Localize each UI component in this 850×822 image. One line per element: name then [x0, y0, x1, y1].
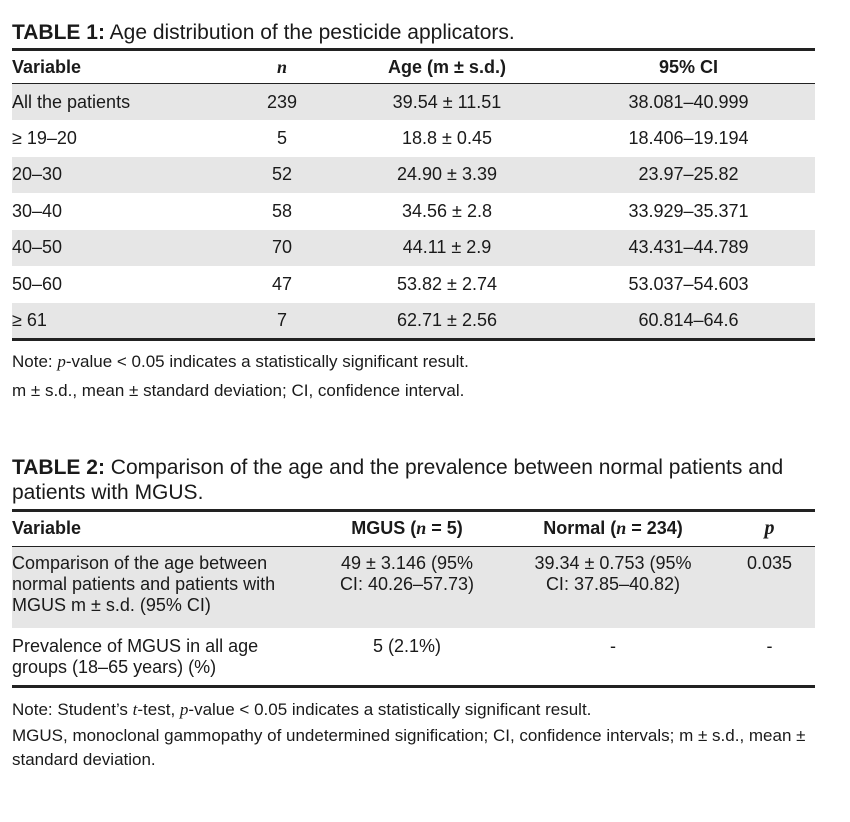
table1-cell-ci: 23.97–25.82: [638, 164, 739, 185]
table1-caption-text: Age distribution of the pesticide applicators.: [104, 21, 515, 44]
table1-note-prefix: Note:: [12, 351, 58, 371]
table-row: [12, 266, 815, 303]
table1-cell-variable: 40–50: [12, 237, 63, 258]
table1: [12, 48, 815, 341]
table1-header-row: [12, 50, 815, 84]
table2-cell-p: -: [766, 636, 773, 656]
table2-header-normal-n: n: [616, 518, 627, 538]
document-page: [12, 0, 815, 772]
table1-cell-age: 24.90 ± 3.39: [397, 164, 497, 185]
table-row: [12, 84, 815, 121]
table1-header-n: n: [276, 56, 287, 77]
table2-header-row: [12, 510, 815, 546]
table2-header-normal-prefix: Normal (: [543, 518, 617, 538]
table1-caption: [12, 20, 815, 45]
table2-header-normal-suffix: = 234): [626, 518, 683, 538]
table2-cell-variable: Prevalence of MGUS in all age groups (18–65 years) (%): [12, 636, 259, 677]
table2-cell-variable: Comparison of the age between normal patients and patients with MGUS m ± s.d. (95% CI): [12, 552, 276, 615]
table1-cell-variable: 20–30: [12, 164, 63, 185]
table1-cell-n: 7: [276, 309, 287, 330]
table1-cell-n: 52: [271, 164, 293, 185]
table2-caption: [12, 455, 815, 505]
table1-note-p: p: [57, 351, 66, 371]
table-row: [12, 193, 815, 230]
table2-header-normal: [502, 510, 724, 546]
table1-cell-age: 62.71 ± 2.56: [397, 309, 497, 330]
table-row: [12, 628, 815, 686]
table2-note-significance: [12, 696, 815, 724]
table1-cell-n: 58: [271, 200, 293, 221]
table1-cell-variable: ≥ 61: [12, 309, 47, 330]
table2-caption-label: TABLE 2:: [12, 455, 105, 479]
table2-cell-normal: -: [610, 636, 616, 656]
table2-cell-normal: 39.34 ± 0.753 (95% CI: 37.85–40.82): [534, 552, 692, 594]
table2-note-t: t: [132, 699, 138, 719]
table1-cell-ci: 18.406–19.194: [628, 127, 749, 148]
table2-header-variable: Variable: [12, 518, 82, 538]
table1-header-age: Age (m ± s.d.): [388, 56, 506, 77]
table1-cell-ci: 38.081–40.999: [628, 91, 749, 112]
table1-cell-n: 70: [271, 237, 293, 258]
table-row: [12, 303, 815, 340]
table1-cell-age: 53.82 ± 2.74: [397, 273, 497, 294]
table1-cell-variable: All the patients: [12, 91, 131, 112]
table1-cell-ci: 43.431–44.789: [628, 237, 749, 258]
table2-cell-p: 0.035: [746, 552, 793, 573]
table1-cell-age: 44.11 ± 2.9: [402, 237, 492, 258]
table2-notes: [12, 696, 815, 772]
table1-cell-age: 39.54 ± 11.51: [392, 91, 502, 112]
table1-cell-n: 239: [266, 91, 298, 112]
table1-notes: [12, 347, 815, 405]
table1-cell-ci: 53.037–54.603: [628, 273, 749, 294]
table1-cell-variable: ≥ 19–20: [12, 127, 77, 148]
table1-cell-ci: 60.814–64.6: [638, 309, 739, 330]
table2-header-mgus-suffix: = 5): [426, 518, 463, 538]
table1-cell-ci: 33.929–35.371: [628, 200, 749, 221]
table2-note-p: p: [179, 699, 189, 719]
table1-cell-n: 47: [271, 273, 293, 294]
table1-cell-age: 18.8 ± 0.45: [402, 127, 492, 148]
table2-note-prefix: Note: Student’s: [12, 699, 133, 719]
table2-note-suffix: -value < 0.05 indicates a statistically significant result.: [188, 699, 592, 719]
table1-cell-variable: 30–40: [12, 200, 63, 221]
table2-header-mgus-prefix: MGUS (: [351, 518, 417, 538]
table2: [12, 509, 815, 688]
table2-cell-mgus: 5 (2.1%): [372, 636, 442, 656]
table2-caption-text: Comparison of the age and the prevalence between normal patients and patients with MGUS.: [12, 455, 784, 504]
table1-header-variable: Variable: [12, 56, 82, 77]
table2-cell-mgus: 49 ± 3.146 (95% CI: 40.26–57.73): [339, 552, 475, 594]
table1-note-significance: [12, 347, 815, 376]
table2-header-mgus-n: n: [416, 518, 427, 538]
table1-header-ci: 95% CI: [658, 56, 719, 77]
table2-header-p: p: [764, 517, 775, 539]
table-row: [12, 546, 815, 628]
table1-cell-n: 5: [276, 127, 287, 148]
table2-note-mid: -test,: [137, 699, 180, 719]
table1-cell-age: 34.56 ± 2.8: [402, 200, 492, 221]
table2-note-abbreviations: MGUS, monoclonal gammopathy of undetermined signification; CI, confidence intervals; m ± s.d., mean ± standard deviation.: [12, 725, 806, 769]
table1-note-abbreviations: m ± s.d., mean ± standard deviation; CI, confidence interval.: [12, 380, 465, 400]
table1-cell-variable: 50–60: [12, 273, 63, 294]
table-row: [12, 230, 815, 267]
table2-header-mgus: [312, 510, 502, 546]
table-row: [12, 120, 815, 157]
table-row: [12, 157, 815, 194]
table1-note-suffix: -value < 0.05 indicates a statistically significant result.: [65, 351, 469, 371]
table1-caption-label: TABLE 1:: [12, 21, 105, 44]
